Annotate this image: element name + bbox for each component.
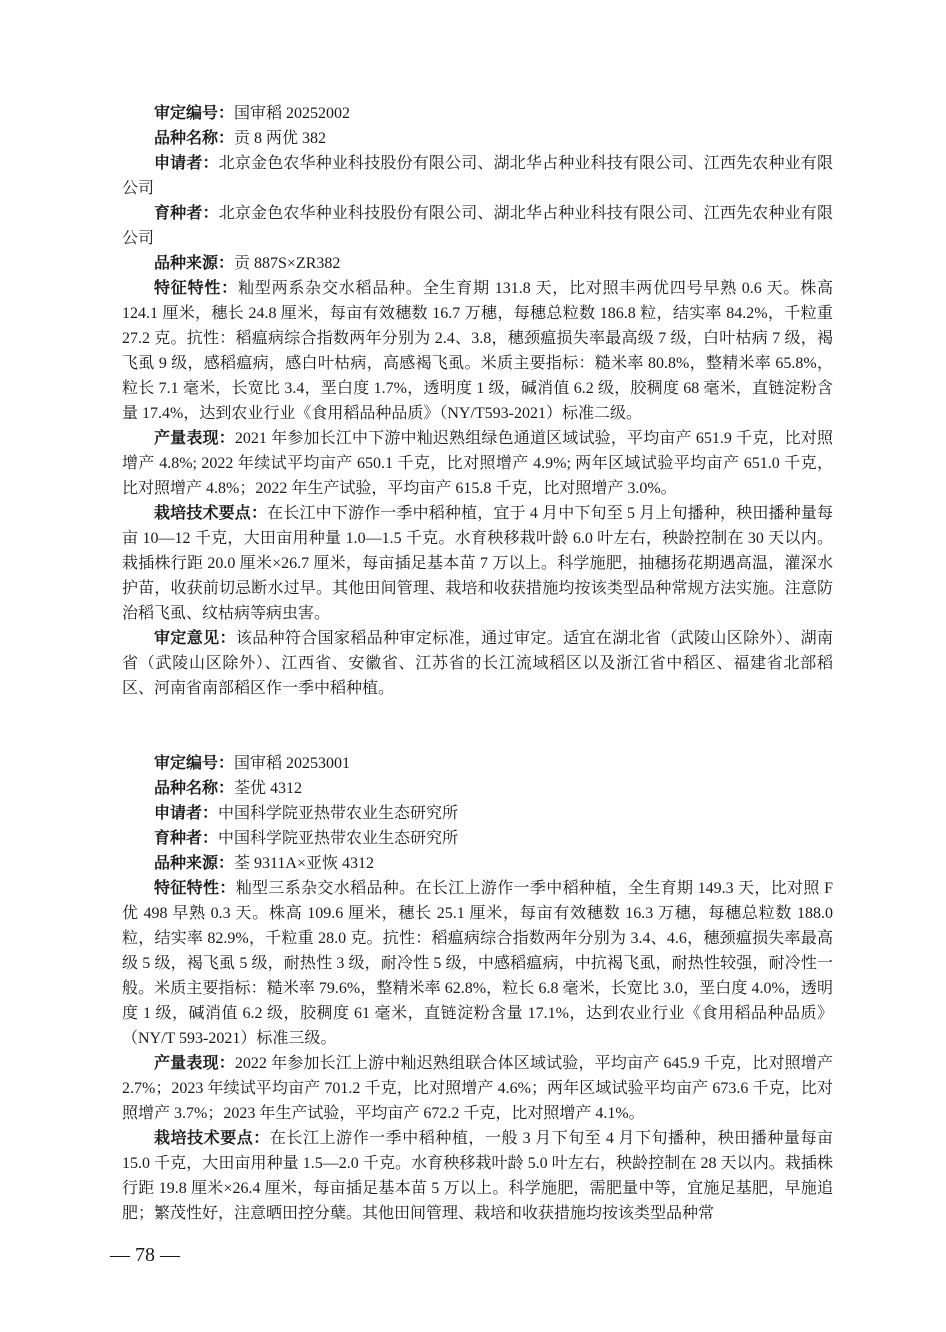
yield-performance-field: [122, 1051, 833, 1126]
field-label: 审定编号：: [154, 105, 235, 122]
field-value: 籼型两系杂交水稻品种。全生育期 131.8 天，比对照丰两优四号早熟 0.6 天。株高 124.1 厘米，穗长 24.8 厘米，每亩有效穗数 16.7 万穗，每穗总粒数 186.8 粒，结实率 84.2%，千粒重 27.2 克。抗性：稻瘟病综合指数两年分别为 2.4、3.8，穗颈瘟损失率最高级 7 级，白叶枯病 7 级，褐飞虱 9 级，感稻瘟病，感白叶枯病，高感褐飞虱。米质主要指标：糙米率 80.8%，整精米率 65.8%，粒长 7.1 毫米，长宽比 3.4，垩白度 1.7%，透明度 1 级，碱消值 6.2 级，胶稠度 68 毫米，直链淀粉含量 17.4%，达到农业行业《食用稻品种品质》（NY/T593-2021）标准二级。: [122, 280, 833, 422]
field-label: 审定意见：: [154, 630, 236, 647]
page-number: — 78 —: [110, 1244, 180, 1266]
field-label: 申请者：: [154, 155, 219, 172]
field-value: 该品种符合国家稻品种审定标准，通过审定。适宜在湖北省（武陵山区除外）、湖南省（武陵山区除外）、江西省、安徽省、江苏省的长江流域稻区以及浙江省中稻区、福建省北部稻区、河南省南部稻区作一季中稻种植。: [122, 630, 833, 697]
approval-number-field: [122, 751, 833, 776]
field-label: 产量表现：: [154, 430, 235, 447]
field-value: 国审稻 20253001: [234, 755, 351, 772]
field-value: 2021 年参加长江中下游中籼迟熟组绿色通道区域试验，平均亩产 651.9 千克，比对照增产 4.8%; 2022 年续试平均亩产 650.1 千克，比对照增产 4.9%; 两年区域试验平均亩产 651.0 千克，比对照增产 4.8%；2022 年生产试验，平均亩产 615.8 千克，比对照增产 3.0%。: [122, 430, 833, 497]
field-value: 荃 9311A×亚恢 4312: [234, 855, 375, 872]
field-label: 品种来源：: [154, 255, 235, 272]
field-label: 产量表现：: [154, 1055, 235, 1072]
field-label: 栽培技术要点：: [154, 1130, 270, 1147]
field-value: 北京金色农华种业科技股份有限公司、湖北华占种业科技有限公司、江西先农种业有限公司: [122, 155, 833, 197]
characteristics-field: [122, 276, 833, 426]
approval-number-field: [122, 101, 833, 126]
characteristics-field: [122, 876, 833, 1051]
variety-source-field: [122, 851, 833, 876]
variety-name-field: [122, 776, 833, 801]
field-value: 中国科学院亚热带农业生态研究所: [218, 830, 459, 847]
applicant-field: [122, 151, 833, 201]
field-value: 在长江中下游作一季中稻种植，宜于 4 月中下旬至 5 月上旬播种，秧田播种量每亩 10—12 千克，大田亩用种量 1.0—1.5 千克。水育秧移栽叶龄 6.0 叶左右，秧龄控制在 30 天以内。栽插株行距 20.0 厘米×26.7 厘米，每亩插足基本苗 7 万以上。科学施肥，抽穗扬花期遇高温，灌深水护苗，收获前切忌断水过早。其他田间管理、栽培和收获措施均按该类型品种常规方法实施。注意防治稻飞虱、纹枯病等病虫害。: [122, 505, 833, 622]
field-value: 国审稻 20252002: [234, 105, 351, 122]
field-value: 荃优 4312: [234, 780, 303, 797]
cultivation-points-field: [122, 1126, 833, 1226]
field-value: 2022 年参加长江上游中籼迟熟组联合体区域试验，平均亩产 645.9 千克，比对照增产 2.7%；2023 年续试平均亩产 701.2 千克，比对照增产 4.6%；两年区域试验平均亩产 673.6 千克，比对照增产 3.7%；2023 年生产试验，平均亩产 672.2 千克，比对照增产 4.1%。: [122, 1055, 833, 1122]
breeder-field: [122, 826, 833, 851]
breeder-field: [122, 201, 833, 251]
field-value: 在长江上游作一季中稻种植，一般 3 月下旬至 4 月下旬播种，秧田播种量每亩 15.0 千克，大田亩用种量 1.5—2.0 千克。水育秧移栽叶龄 5.0 叶左右，秧龄控制在 28 天以内。栽插株行距 19.8 厘米×26.4 厘米，每亩插足基本苗 5 万以上。科学施肥，需肥量中等，宜施足基肥，早施追肥；繁茂性好，注意晒田控分蘖。其他田间管理、栽培和收获措施均按该类型品种常: [122, 1130, 833, 1222]
field-value: 贡 8 两优 382: [234, 130, 327, 147]
field-label: 栽培技术要点：: [154, 505, 268, 522]
variety-name-field: [122, 126, 833, 151]
field-value: 籼型三系杂交水稻品种。在长江上游作一季中稻种植，全生育期 149.3 天，比对照 F 优 498 早熟 0.3 天。株高 109.6 厘米，穗长 25.1 厘米，每亩有效穗数 16.3 万穗，每穗总粒数 188.0 粒，结实率 82.9%，千粒重 28.0 克。抗性：稻瘟病综合指数两年分别为 3.4、4.6，穗颈瘟损失率最高级 5 级，褐飞虱 5 级，耐热性 3 级，耐冷性 5 级，中感稻瘟病，中抗褐飞虱，耐热性较强，耐冷性一般。米质主要指标：糙米率 79.6%，整精米率 62.8%，粒长 6.8 毫米，长宽比 3.0，垩白度 4.0%，透明度 1 级，碱消值 6.2 级，胶稠度 61 毫米，直链淀粉含量 17.1%，达到农业行业《食用稻品种品质》（NY/T 593-2021）标准三级。: [122, 880, 833, 1047]
field-label: 品种名称：: [154, 130, 235, 147]
field-label: 育种者：: [154, 830, 219, 847]
field-label: 审定编号：: [154, 755, 235, 772]
field-label: 品种来源：: [154, 855, 235, 872]
field-value: 北京金色农华种业科技股份有限公司、湖北华占种业科技有限公司、江西先农种业有限公司: [122, 205, 833, 247]
field-value: 贡 887S×ZR382: [234, 255, 341, 272]
variety-entry: [122, 101, 833, 701]
variety-source-field: [122, 251, 833, 276]
field-value: 中国科学院亚热带农业生态研究所: [218, 805, 459, 822]
yield-performance-field: [122, 426, 833, 501]
cultivation-points-field: [122, 501, 833, 626]
approval-opinion-field: [122, 626, 833, 701]
field-label: 特征特性：: [154, 880, 236, 897]
field-label: 特征特性：: [154, 280, 238, 297]
variety-entry: [122, 751, 833, 1226]
field-label: 品种名称：: [154, 780, 235, 797]
field-label: 育种者：: [154, 205, 219, 222]
document-body: [122, 101, 833, 1226]
applicant-field: [122, 801, 833, 826]
field-label: 申请者：: [154, 805, 219, 822]
